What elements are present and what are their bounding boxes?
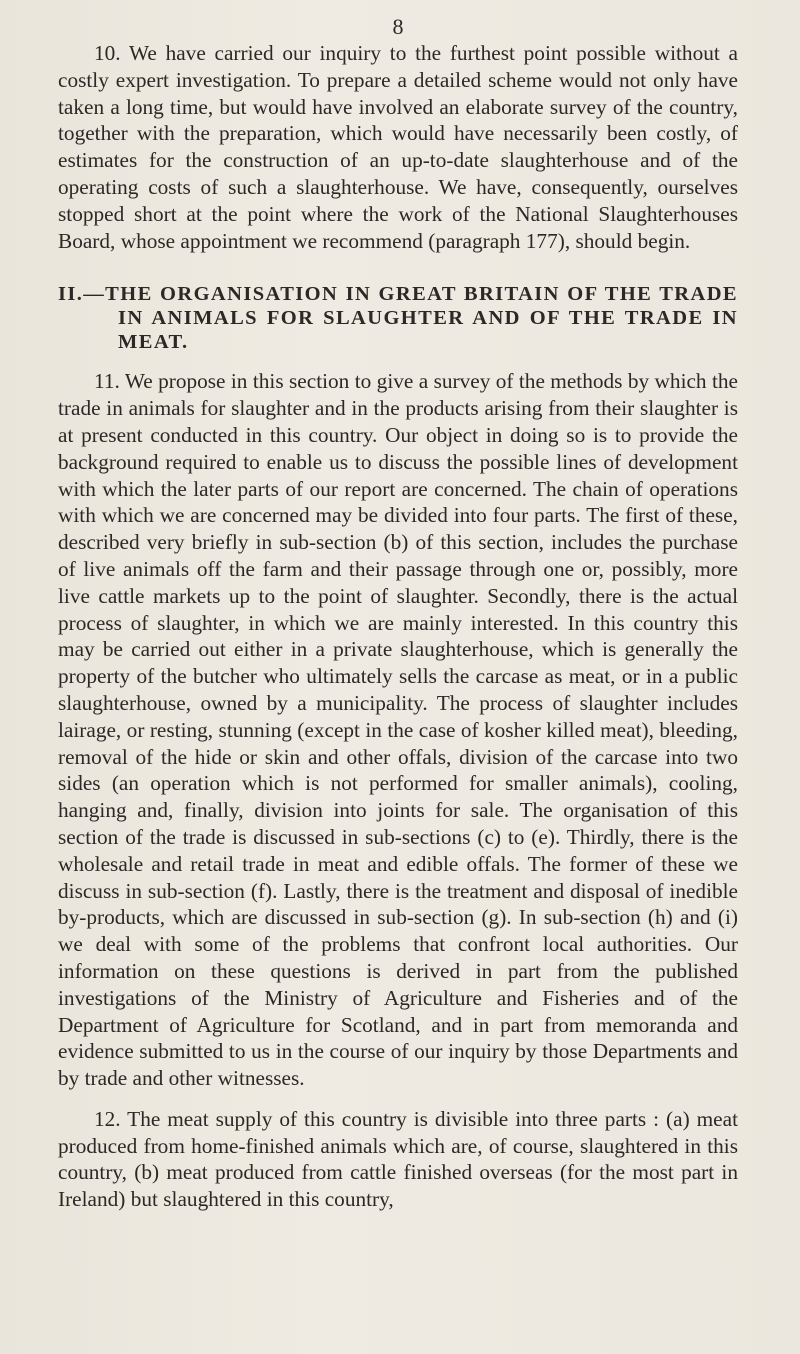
paragraph-11: 11. We propose in this section to give a survey of the methods by which the trade in animals for slaughter and in the products arising from their slaughter is at present conducted in this country. Our object in doing so is to provide the background required to enable us to discuss the possible lines of development with which the later parts of our report are concerned. The chain of operations with which we are concerned may be divided into four parts. The first of these, described very briefly in sub-section (b) of this section, includes the purchase of live animals off the farm and their passage through one or, possibly, more live cattle markets up to the point of slaughter. Secondly, there is the actual process of slaughter, in which we are mainly interested. In this country this may be carried out either in a private slaughterhouse, which is generally the property of the butcher who ultimately sells the carcase as meat, or in a public slaughterhouse, owned by a municipality. The process of slaughter includes lairage, or resting, stunning (except in the case of kosher killed meat), bleeding, removal of the hide or skin and other offals, division of the carcase into two sides (an operation which is not performed for smaller animals), cooling, hanging and, finally, division into joints for sale. The organisation of this section of the trade is discussed in sub-sections (c) to (e). Thirdly, there is the wholesale and retail trade in meat and edible offals. The former of these we discuss in sub-section (f). Lastly, there is the treatment and disposal of inedible by-products, which are discussed in sub-section (g). In sub-section (h) and (i) we deal with some of the problems that confront local authorities. Our information on these questions is derived in part from the published investigations of the Ministry of Agriculture and Fisheries and of the Department of Agriculture for Scotland, and in part from memoranda and evidence submitted to us in the course of our inquiry by those Departments and by trade and other witnesses. xyxy=(58,369,738,1091)
paragraph-10: 10. We have carried our inquiry to the furthest point possible without a costly expert investigation. To prepare a detailed scheme would not only have taken a long time, but would have involved an elaborate survey of the country, together with the preparation, which would have necessarily been costly, of estimates for the construction of an up-to-date slaughterhouse and of the operating costs of such a slaughterhouse. We have, consequently, ourselves stopped short at the point where the work of the National Slaughterhouses Board, whose appointment we recommend (paragraph 177), should begin. xyxy=(58,41,738,253)
section-heading: II.—THE ORGANISATION IN GREAT BRITAIN OF THE TRADE IN ANIMALS FOR SLAUGHTER AND OF THE TRADE IN MEAT. xyxy=(58,283,738,354)
paragraph-12: 12. The meat supply of this country is divisible into three parts : (a) meat produced from home-finished animals which are, of course, slaughtered in this country, (b) meat produced from cattle finished overseas (for the most part in Ireland) but slaughtered in this country, xyxy=(58,1106,738,1212)
page-number: 8 xyxy=(392,14,404,39)
